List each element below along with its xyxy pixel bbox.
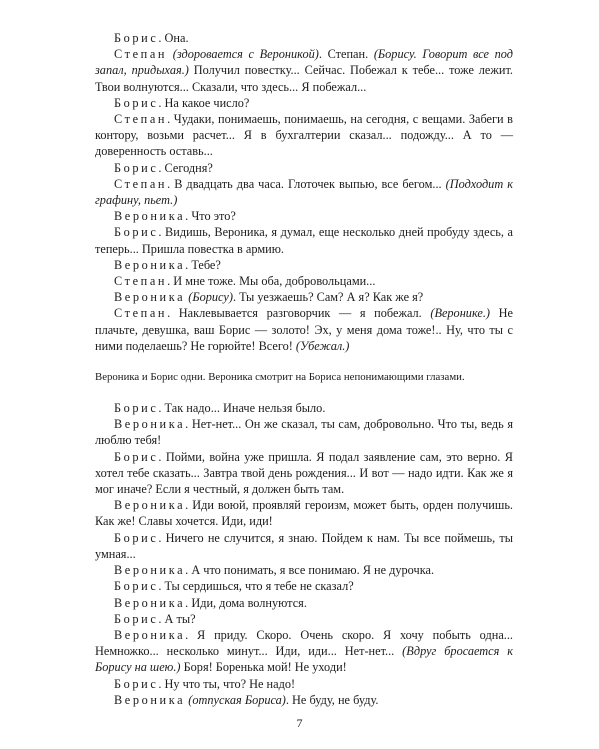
speaker-name: Борис [114,31,159,45]
dialogue-text: . Нет-нет... Он же сказал, ты сам, добровольно. Что ты, ведь я люблю тебя! [95,417,513,448]
speaker-name: Вероника [114,290,186,305]
dialogue-text: . Ничего не случится, я знаю. Пойдем к нам. Ты все поймешь, ты умная... [95,530,513,561]
stage-direction: (отпуская Бориса) [188,692,286,707]
stage-direction: (Веронике.) [430,306,491,321]
speaker-name: Степан [114,112,168,127]
dialogue-text: . А ты? [158,611,196,626]
dialogue-paragraph [95,160,513,176]
dialogue-text: . Тебе? [185,257,221,272]
speaker-name: Борис [114,401,159,416]
dialogue-paragraph [95,176,513,208]
speaker-name: Борис [114,449,159,464]
dialogue-paragraph [95,30,513,46]
dialogue-text: . Ну что ты, что? Не надо! [158,676,296,691]
dialogue-text: . Я приду. Скоро. Очень скоро. Я хочу побыть одна... Немножко... несколько минут... Иди, иди... Нет-нет... [95,627,513,659]
speaker-name: Вероника [114,257,186,272]
dialogue-text: . Сегодня? [158,160,213,175]
dialogue-text: . Чудаки, понимаешь, понимаешь, на сегодня, с вещами. Забеги в контору, возьми расчет... Я в бухгалтерии сказал... подожду... А то — доверенность оставь... [95,112,513,159]
dialogue-text: . Иди воюй, проявляй героизм, может быть, орден получишь. Как же! Славы хочется. Иди, иди! [95,498,513,529]
stage-direction: (Убежал.) [295,338,350,353]
dialogue-paragraph [95,416,513,448]
speaker-name: Борис [114,225,159,240]
speaker-name: Вероника [114,209,186,224]
speaker-name: Вероника [114,498,186,513]
speaker-name: Степан [114,274,168,289]
dialogue-text: . Ты сердишься, что я тебе не сказал? [158,579,354,594]
stage-direction: (Вдруг бросается к Борису на шею.) [95,644,513,675]
dialogue-paragraph [95,305,513,354]
dialogue-text: . Ты уезжаешь? Сам? А я? Как же я? [232,290,424,305]
dialogue-text: . Не буду, не буду. [285,692,379,707]
dialogue-text: . А что понимать, я все понимаю. Я не дурочка. [185,563,435,578]
speaker-name: Борис [114,530,159,545]
dialogue-paragraph [95,224,513,256]
dialogue-paragraph [95,530,513,562]
dialogue-text: Не плачьте, девушка, ваш Борис — золото! Эх, у меня дома тоже!.. Ну, что ты с ними поделаешь? Не горюйте! Всего! [95,306,513,353]
dialogue-text: . Наклевывается разговорчик — я побежал. [167,306,431,321]
speaker-name: Степан [114,176,168,191]
dialogue-paragraph [95,627,513,676]
dialogue-text: . Видишь, Вероника, я думал, еще несколько дней пробуду здесь, а теперь... Пришла повестка в армию. [95,225,513,256]
dialogue-paragraph [95,46,513,95]
dialogue-text: . В двадцать два часа. Глоточек выпью, все бегом... [167,176,446,191]
dialogue-paragraph [95,562,513,578]
speaker-name: Степан [114,47,168,62]
dialogue-paragraph [95,497,513,529]
dialogue-text: . Что это? [185,209,236,224]
dialogue-text: Получил повестку... Сейчас. Побежал к тебе... тоже лежит. Твои волнуются... Сказали, что здесь... Я побежал... [95,63,513,94]
dialogue-text: Вероника и Борис одни. Вероника смотрит на Бориса непонимающими глазами. [95,371,465,384]
dialogue-text: . Она. [158,31,189,45]
dialogue-paragraph [95,273,513,289]
dialogue-text: . Степан. [318,47,374,62]
stage-direction: (Борису) [188,290,233,305]
speaker-name: Вероника [114,563,186,578]
dialogue-text: . Пойми, война уже пришла. Я подал заявление сам, это верно. Я хотел тебе сказать... Завтра твой день рождения... И вот — надо идти. Как же я мог иначе? Если я честный, я должен быть там. [95,449,513,497]
dialogue-text: Боря! Боренька мой! Не уходи! [180,660,347,675]
speaker-name: Вероника [114,595,186,610]
stage-direction: (здоровается с Вероникой) [172,47,319,62]
dialogue-paragraph [95,611,513,627]
dialogue-paragraph [95,578,513,594]
dialogue-paragraph [95,208,513,224]
dialogue-paragraph [95,595,513,611]
stage-direction: (Борису. Говорит все под запал, придыхая.) [95,47,513,78]
dialogue-paragraph [95,400,513,416]
dialogue-paragraph [95,111,513,160]
speaker-name: Вероника [114,627,186,642]
speaker-name: Борис [114,579,159,594]
dialogue-text: . На какое число? [158,95,250,110]
stage-direction: (Подходит к графину, пьет.) [95,176,513,208]
dialogue-paragraph [95,95,513,111]
speaker-name: Борис [114,676,159,691]
speaker-name: Борис [114,611,159,626]
dialogue-paragraph [95,289,513,305]
play-text-block [95,30,513,708]
dialogue-text: . И мне тоже. Мы оба, добровольцами... [167,274,376,289]
dialogue-text: . Иди, дома волнуются. [185,595,307,610]
speaker-name: Вероника [114,692,186,707]
page-number: 7 [296,716,303,730]
speaker-name: Борис [114,95,159,110]
speaker-name: Борис [114,160,159,175]
dialogue-text: . Так надо... Иначе нельзя было. [158,401,326,416]
dialogue-paragraph [95,449,513,498]
dialogue-paragraph [95,692,513,708]
dialogue-paragraph [95,676,513,692]
dialogue-paragraph [95,257,513,273]
speaker-name: Степан [114,306,168,321]
stage-remark [95,370,513,384]
speaker-name: Вероника [114,417,186,432]
